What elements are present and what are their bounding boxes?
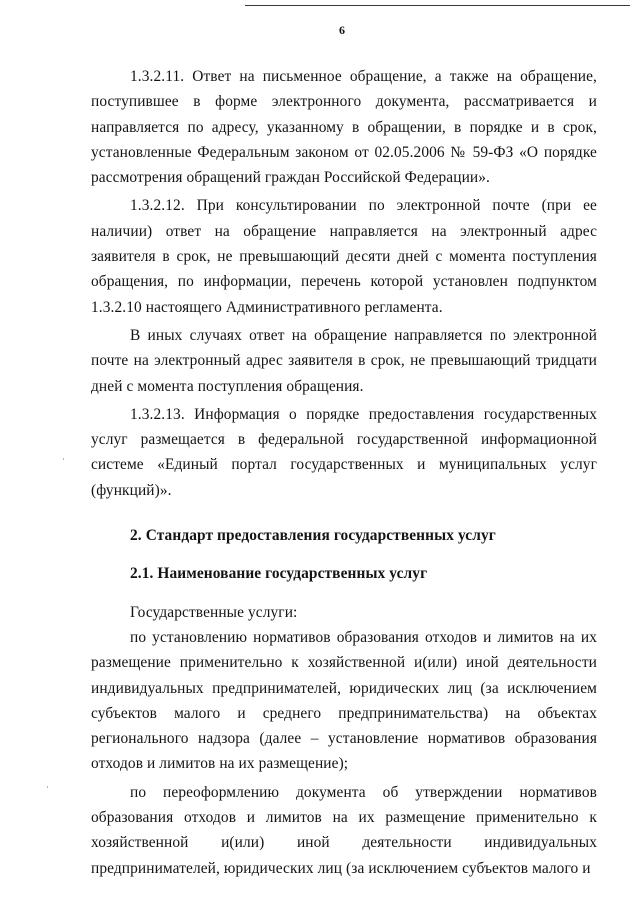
- stray-mark: ·: [46, 782, 49, 792]
- paragraph-service-1: по установлению нормативов образования отходов и лимитов на их размещение применительно к хозяйственной и(или) иной деятельности индивидуальных предпринимателей, юридических лиц (за исключением субъектов малого и среднего предпринимательства) на объектах регионального надзора (далее – установление нормативов образования отходов и лимитов на их размещение);: [91, 628, 597, 773]
- top-rule: [245, 5, 630, 6]
- paragraph-other-cases: В иных случаях ответ на обращение направляется по электронной почте на электронный адрес заявителя в срок, не превышающий тридцати дней с момента поступления обращения.: [91, 326, 597, 395]
- paragraph-1-3-2-11: 1.3.2.11. Ответ на письменное обращение, а также на обращение, поступившее в форме электронного документа, рассматривается и направляется по адресу, указанному в обращении, в порядке и в срок, установленные Федеральным законом от 02.05.2006 № 59-ФЗ «О порядке рассмотрения обращений граждан Российской Федерации».: [91, 68, 597, 187]
- paragraph-service-2: по переоформлению документа об утверждении нормативов образования отходов и лимитов на их размещение применительно к хозяйственной и(или) иной деятельности индивидуальных предпринимателей, юридических лиц (за исключением субъектов малого и: [91, 783, 597, 877]
- paragraph-1-3-2-13: 1.3.2.13. Информация о порядке предоставления государственных услуг размещается в федеральной государственной информационной системе «Единый портал государственных и муниципальных услуг (функций)».: [91, 405, 597, 499]
- paragraph-services-intro: Государственные услуги:: [130, 603, 298, 621]
- document-body: [91, 64, 597, 884]
- page-number: 6: [339, 23, 345, 37]
- section-heading-2-1: 2.1. Наименование государственных услуг: [130, 565, 428, 583]
- section-heading-2: 2. Стандарт предоставления государственных услуг: [130, 527, 496, 545]
- stray-mark: ·: [62, 454, 65, 464]
- paragraph-1-3-2-12: 1.3.2.12. При консультировании по электронной почте (при ее наличии) ответ на обращение направляется на электронный адрес заявителя в срок, не превышающий десяти дней с момента поступления обращения, по информации, перечень которой установлен подпунктом 1.3.2.10 настоящего Административного регламента.: [91, 197, 597, 316]
